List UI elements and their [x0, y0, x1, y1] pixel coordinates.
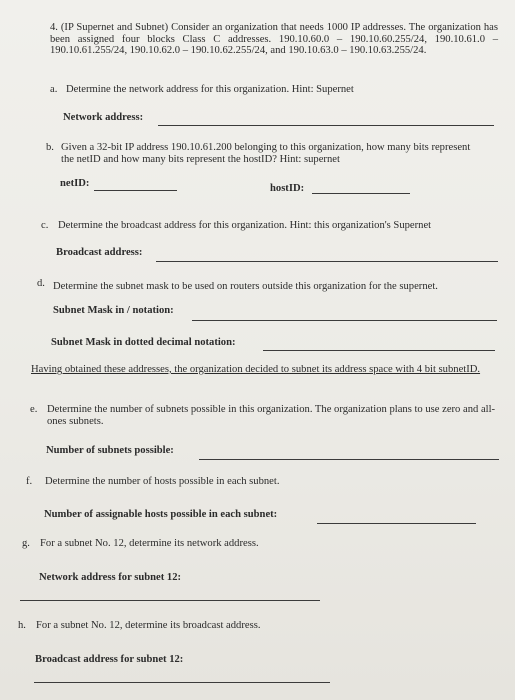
part-g-text: For a subnet No. 12, determine its network address. — [40, 538, 259, 549]
part-h-text: For a subnet No. 12, determine its broadcast address. — [36, 620, 261, 631]
question-text: (IP Supernet and Subnet) Consider an organization that needs 1000 IP addresses. The organization has been assigned four blocks Class C addresses. 190.10.60.0 – 190.10.60.255/24, 190.10.61.0 – 190.10.61.255/24, 190.10.62.0 – 190.10.62.255/24, and 190.10.63.0 – 190.10.63.255/24. — [50, 22, 498, 57]
part-a-text: Determine the network address for this organization. Hint: Supernet — [66, 84, 354, 95]
part-d-text: Determine the subnet mask to be used on routers outside this organization for the supernet. — [53, 281, 438, 292]
broadcast-address-label: Broadcast address: — [56, 247, 143, 258]
question-4 — [50, 22, 498, 57]
network-address-label: Network address: — [63, 112, 144, 123]
part-b-letter: b. — [46, 142, 54, 153]
num-hosts-answer-line[interactable] — [317, 523, 476, 524]
network-address-answer-line[interactable] — [158, 125, 494, 126]
part-c-text: Determine the broadcast address for this organization. Hint: this organization's Supernet — [58, 220, 432, 231]
question-number: 4. — [50, 22, 58, 33]
broadcast-address-answer-line[interactable] — [156, 261, 498, 262]
subnet-note: Having obtained these addresses, the organization decided to subnet its address space with 4 bit subnetID. — [31, 364, 481, 375]
hostid-answer-line[interactable] — [312, 193, 410, 194]
hostid-label: hostID: — [270, 183, 305, 194]
part-b-text: Given a 32-bit IP address 190.10.61.200 belonging to this organization, how many bits represent the netID and how many bits represent the hostID? Hint: supernet — [61, 142, 471, 165]
part-f-text: Determine the number of hosts possible in each subnet. — [45, 476, 280, 487]
subnet-mask-slash-answer-line[interactable] — [192, 320, 497, 321]
subnet-mask-slash-label: Subnet Mask in / notation: — [53, 305, 174, 316]
part-c-letter: c. — [41, 220, 49, 231]
part-g-letter: g. — [22, 538, 30, 549]
num-hosts-label: Number of assignable hosts possible in each subnet: — [44, 509, 278, 520]
subnet-mask-dotted-label: Subnet Mask in dotted decimal notation: — [51, 337, 236, 348]
num-subnets-answer-line[interactable] — [199, 459, 499, 460]
netid-answer-line[interactable] — [94, 190, 177, 191]
part-h-letter: h. — [18, 620, 26, 631]
subnet12-broadcast-answer-line[interactable] — [34, 682, 330, 683]
part-e-text: Determine the number of subnets possible in this organization. The organization plans to use zero and all-ones subnets. — [47, 404, 496, 427]
subnet-mask-dotted-answer-line[interactable] — [263, 350, 495, 351]
part-f-letter: f. — [26, 476, 33, 487]
subnet12-network-label: Network address for subnet 12: — [39, 572, 182, 583]
netid-label: netID: — [60, 178, 90, 189]
subnet12-network-answer-line[interactable] — [20, 600, 320, 601]
part-d-letter: d. — [37, 278, 45, 289]
part-e-letter: e. — [30, 404, 38, 415]
num-subnets-label: Number of subnets possible: — [46, 445, 174, 456]
subnet12-broadcast-label: Broadcast address for subnet 12: — [35, 654, 184, 665]
part-a-letter: a. — [50, 84, 58, 95]
